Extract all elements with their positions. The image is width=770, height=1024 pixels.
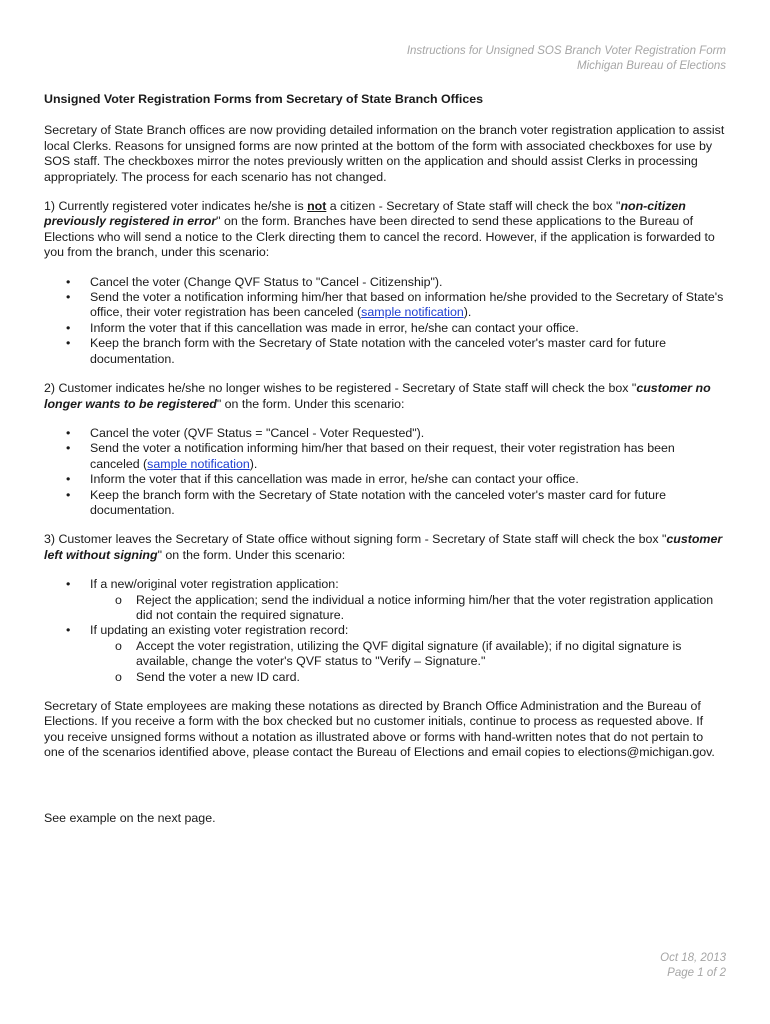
document-title: Unsigned Voter Registration Forms from Secretary of State Branch Offices (44, 92, 484, 106)
sub-list-item: o Accept the voter registration, utilizing the QVF digital signature (if available); if no digital signature is available, change the voter's QVF status to "Verify – Signature." (90, 639, 726, 670)
closing-paragraph: Secretary of State employees are making these notations as directed by Branch Office Administration and the Bureau of Elections. If you receive a form with the box checked but no customer initials, continue to process as requested above. If you receive unsigned forms without a notation as illustrated above or forms with hand-written notes that do not pertain to one of the scenarios identified above, please contact the Bureau of Elections and email copies to elections@michigan.gov. (44, 699, 715, 760)
scenario-1-steps (44, 275, 726, 367)
header-doc-title: Instructions for Unsigned SOS Branch Voter Registration Form (406, 45, 726, 57)
footer-date: Oct 18, 2013 (660, 952, 726, 964)
list-item: • Inform the voter that if this cancellation was made in error, he/she can contact your office. (44, 321, 726, 336)
list-item: • Keep the branch form with the Secretary of State notation with the canceled voter's master card for future documentation. (44, 336, 726, 367)
footer-page-number: Page 1 of 2 (667, 967, 726, 979)
sample-notification-link-2[interactable]: sample notification (147, 456, 250, 471)
scenario-2-paragraph: 2) Customer indicates he/she no longer wishes to be registered - Secretary of State staff will check the box "customer no longer wants to be registered" on the form. Under this scenario: (44, 381, 711, 411)
scenario-3-paragraph: 3) Customer leaves the Secretary of State office without signing form - Secretary of State staff will check the box "customer left without signing" on the form. Under this scenario: (44, 532, 723, 562)
scenario-1-paragraph: 1) Currently registered voter indicates he/she is not a citizen - Secretary of State staff will check the box "non-citizen previously registered in error" on the form. Branches have been directed to send these applications to the Bureau of Elections who will send a notice to the Clerk directing them to cancel the record. However, if the application is forwarded to you from the branch, under this scenario: (44, 199, 715, 260)
page-header (407, 44, 726, 74)
intro-paragraph: Secretary of State Branch offices are now providing detailed information on the branch voter registration application to assist local Clerks. Reasons for unsigned forms are now printed at the bottom of the form with associated checkboxes for use by SOS staff. The checkboxes mirror the notes previously written on the application and should assist Clerks in processing appropriately. The process for each scenario has not changed. (44, 123, 725, 184)
list-item: • Keep the branch form with the Secretary of State notation with the canceled voter's master card for future documentation. (44, 488, 726, 519)
sub-list-item: o Send the voter a new ID card. (90, 670, 726, 685)
sub-list (90, 639, 726, 685)
header-org: Michigan Bureau of Elections (577, 60, 726, 72)
list-item: • Send the voter a notification informing him/her that based on their request, their voter registration has been canceled (sample notification). (44, 441, 726, 472)
list-item: • If a new/original voter registration application: o Reject the application; send the individual a notice informing him/her that the voter registration application did not contain the required signature. (44, 577, 726, 623)
list-item: • Send the voter a notification informing him/her that based on information he/she provided to the Secretary of State's office, their voter registration has been canceled (sample notification). (44, 290, 726, 321)
checkbox-label-no-longer-wants: customer no longer wants to be registered (44, 381, 711, 411)
list-item: • Inform the voter that if this cancellation was made in error, he/she can contact your office. (44, 472, 726, 487)
sample-notification-link-1[interactable]: sample notification (361, 305, 464, 320)
sub-list-item: o Reject the application; send the individual a notice informing him/her that the voter registration application did not contain the required signature. (90, 593, 726, 624)
document-body (44, 92, 726, 840)
scenario-2-steps (44, 426, 726, 518)
list-item: • If updating an existing voter registration record: o Accept the voter registration, utilizing the QVF digital signature (if available); if no digital signature is available, change the voter's QVF status to "Verify – Signature." o Send the voter a new ID card. (44, 623, 726, 685)
scenario-3-steps (44, 577, 726, 685)
list-item: • Cancel the voter (QVF Status = "Cancel - Voter Requested"). (44, 426, 726, 441)
emphasis-not: not (307, 199, 327, 214)
checkbox-label-non-citizen: non-citizen previously registered in error (44, 199, 686, 229)
sub-list (90, 593, 726, 624)
checkbox-label-left-without-signing: customer left without signing (44, 532, 723, 562)
page-footer (660, 951, 726, 981)
list-item: • Cancel the voter (Change QVF Status to "Cancel - Citizenship"). (44, 275, 726, 290)
see-example-note: See example on the next page. (44, 810, 216, 825)
